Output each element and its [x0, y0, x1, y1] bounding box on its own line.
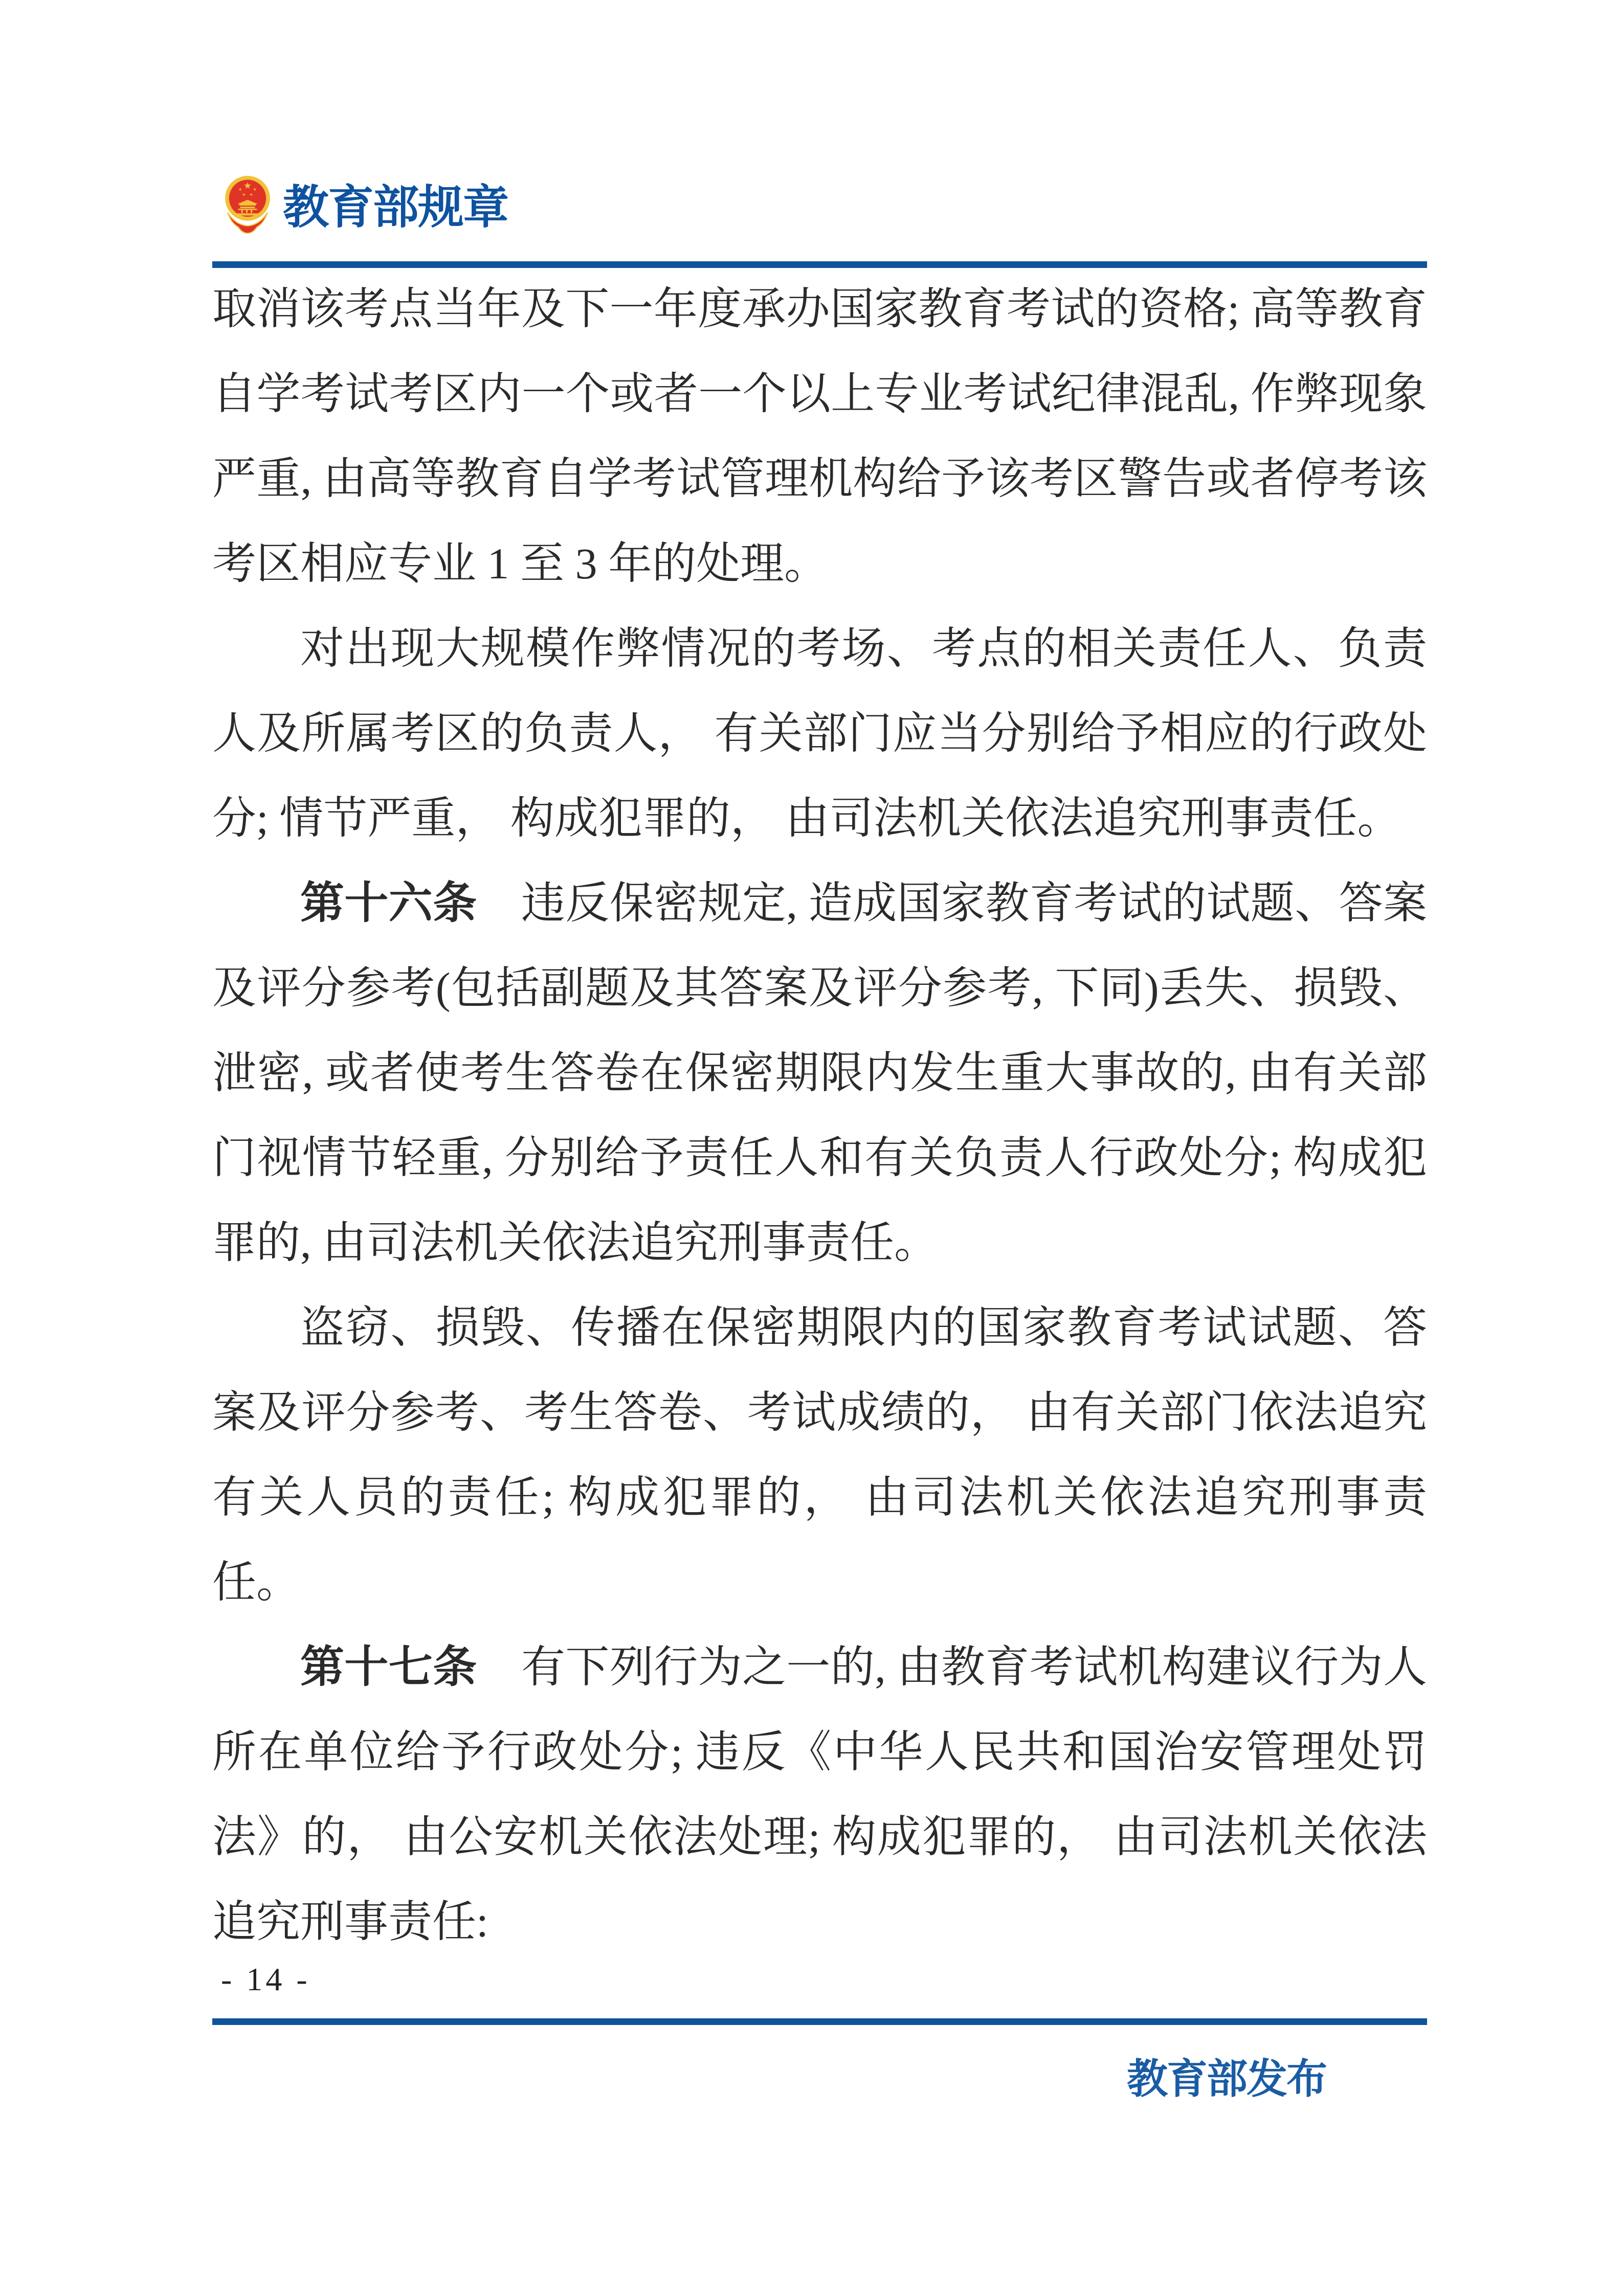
document-body	[212, 266, 1427, 1964]
national-emblem-icon	[221, 174, 274, 237]
page-number: - 14 -	[221, 1961, 310, 1997]
article-number-lead: 第十七条	[300, 1642, 521, 1692]
document-paragraph	[212, 266, 1427, 606]
paragraph-text: 对出现大规模作弊情况的考场、考点的相关责任人、负责人及所属考区的负责人， 有关部门应当分别给予相应的行政处分; 情节严重， 构成犯罪的， 由司法机关依法追究刑事责任。	[212, 624, 1427, 843]
paragraph-text: 有下列行为之一的, 由教育考试机构建议行为人所在单位给予行政处分; 违反《中华人民共和国治安管理处罚法》的， 由公安机关依法处理; 构成犯罪的， 由司法机关依法追究刑事责任:	[212, 1642, 1427, 1946]
article-number-lead: 第十六条	[300, 879, 521, 928]
footer-divider-line	[212, 2018, 1427, 2025]
publisher-label: 教育部发布	[1127, 2057, 1326, 2102]
paragraph-text: 盗窃、损毁、传播在保密期限内的国家教育考试试题、答案及评分参考、考生答卷、考试成绩的， 由有关部门依法追究有关人员的责任; 构成犯罪的， 由司法机关依法追究刑事责任。	[212, 1303, 1427, 1607]
paragraph-text: 取消该考点当年及下一年度承办国家教育考试的资格; 高等教育自学考试考区内一个或者一个以上专业考试纪律混乱, 作弊现象严重, 由高等教育自学考试管理机构给予该考区警告或者停考该考区相应专业 1 至 3 年的处理。	[212, 284, 1427, 588]
document-paragraph	[212, 606, 1427, 861]
document-paragraph	[212, 1285, 1427, 1625]
header-title: 教育部规章	[283, 183, 508, 233]
paragraph-text: 违反保密规定, 造成国家教育考试的试题、答案及评分参考(包括副题及其答案及评分参考, 下同)丢失、损毁、泄密, 或者使考生答卷在保密期限内发生重大事故的, 由有关部门视情节轻重, 分别给予责任人和有关负责人行政处分; 构成犯罪的, 由司法机关依法追究刑事责任。	[212, 879, 1427, 1267]
document-paragraph	[212, 1625, 1427, 1964]
document-paragraph	[212, 861, 1427, 1285]
page-header	[0, 0, 1624, 271]
